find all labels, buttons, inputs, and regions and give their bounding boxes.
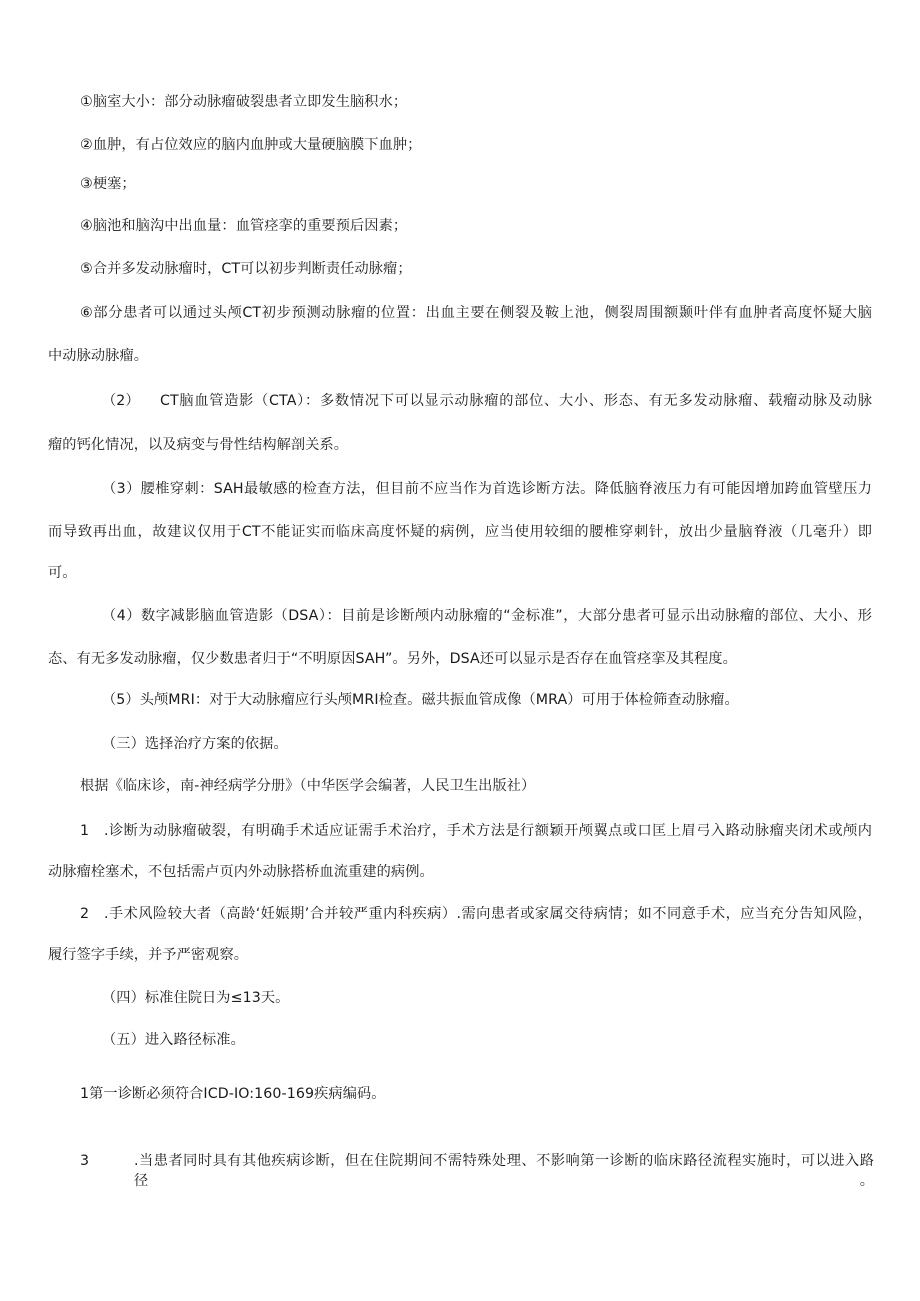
text-line: （3）腰椎穿刺：SAH最敏感的检查方法，但目前不应当作为首选诊断方法。降低脑脊液压力有可能因增加跨血管壁压力	[102, 481, 872, 497]
list-number: 3	[80, 1153, 90, 1169]
text-line: 态、有无多发动脉瘤，仅少数患者归于“不明原因SAH”。另外，DSA还可以显示是否存在血管痉挛及其程度。	[48, 651, 737, 667]
text-line: 可。	[48, 565, 77, 581]
text-line: ④脑池和脑沟中出血量：血管痉挛的重要预后因素；	[80, 218, 408, 234]
text-line: 履行签字手续，并予严密观察。	[48, 947, 249, 963]
text-line: .手术风险较大者（高龄‘妊娠期’合并较严重内科疾病）.需向患者或家属交待病情；如不同意手术，应当充分告知风险，	[104, 906, 872, 922]
text-line: （五）进入路径标准。	[102, 1032, 245, 1048]
text-line: ①脑室大小：部分动脉瘤破裂患者立即发生脑积水；	[80, 94, 408, 110]
text-line: ⑥部分患者可以通过头颅CT初步预测动脉瘤的位置：出血主要在侧裂及鞍上池，侧裂周围额颞叶伴有血肿者高度怀疑大脑	[80, 305, 872, 321]
text-line: ②血肿，有占位效应的脑内血肿或大量硬脑膜下血肿；	[80, 137, 422, 153]
section-number: （2）	[102, 393, 140, 409]
list-number: 2	[80, 906, 90, 922]
text-line: 而导致再出血，故建议仅用于CT不能证实而临床高度怀疑的病例，应当使用较细的腰椎穿刺针，放出少量脑脊液（几毫升）即	[48, 524, 872, 540]
text-line: 根据《临床诊，南-神经病学分册》（中华医学会编著，人民卫生出版社）	[80, 778, 536, 794]
text-line: CT脑血管造影（CTA）：多数情况下可以显示动脉瘤的部位、大小、形态、有无多发动脉瘤、载瘤动脉及动脉	[160, 393, 872, 409]
text-line: .当患者同时具有其他疾病诊断，但在住院期间不需特殊处理、不影响第一诊断的临床路径流程实施时，可以进入路径。	[134, 1153, 874, 1189]
text-line: 中动脉动脉瘤。	[48, 348, 149, 364]
text-line: （四）标准住院日为≤13天。	[102, 990, 290, 1006]
text-line: 瘤的钙化情况，以及病变与骨性结构解剖关系。	[48, 437, 349, 453]
list-number: 1	[80, 823, 90, 839]
text-line: 1第一诊断必须符合ICD-IO:160-169疾病编码。	[80, 1086, 386, 1102]
text-line: 动脉瘤栓塞术，不包括需卢页内外动脉搭桥血流重建的病例。	[48, 864, 434, 880]
text-line: （三）选择治疗方案的依据。	[102, 736, 288, 752]
text-line: （5）头颅MRI：对于大动脉瘤应行头颅MRI检查。磁共振血管成像（MRA）可用于体检筛查动脉瘤。	[102, 692, 739, 708]
text-line: ⑤合并多发动脉瘤时，CT可以初步判断责任动脉瘤；	[80, 261, 412, 277]
text-line: （4）数字减影脑血管造影（DSA）：目前是诊断颅内动脉瘤的“金标准”，大部分患者可显示出动脉瘤的部位、大小、形	[102, 608, 872, 624]
text-line: ③梗塞；	[80, 176, 136, 192]
text-line: .诊断为动脉瘤破裂，有明确手术适应证需手术治疗，手术方法是行额颖开颅翼点或口匡上眉弓入路动脉瘤夹闭术或颅内	[104, 823, 872, 839]
